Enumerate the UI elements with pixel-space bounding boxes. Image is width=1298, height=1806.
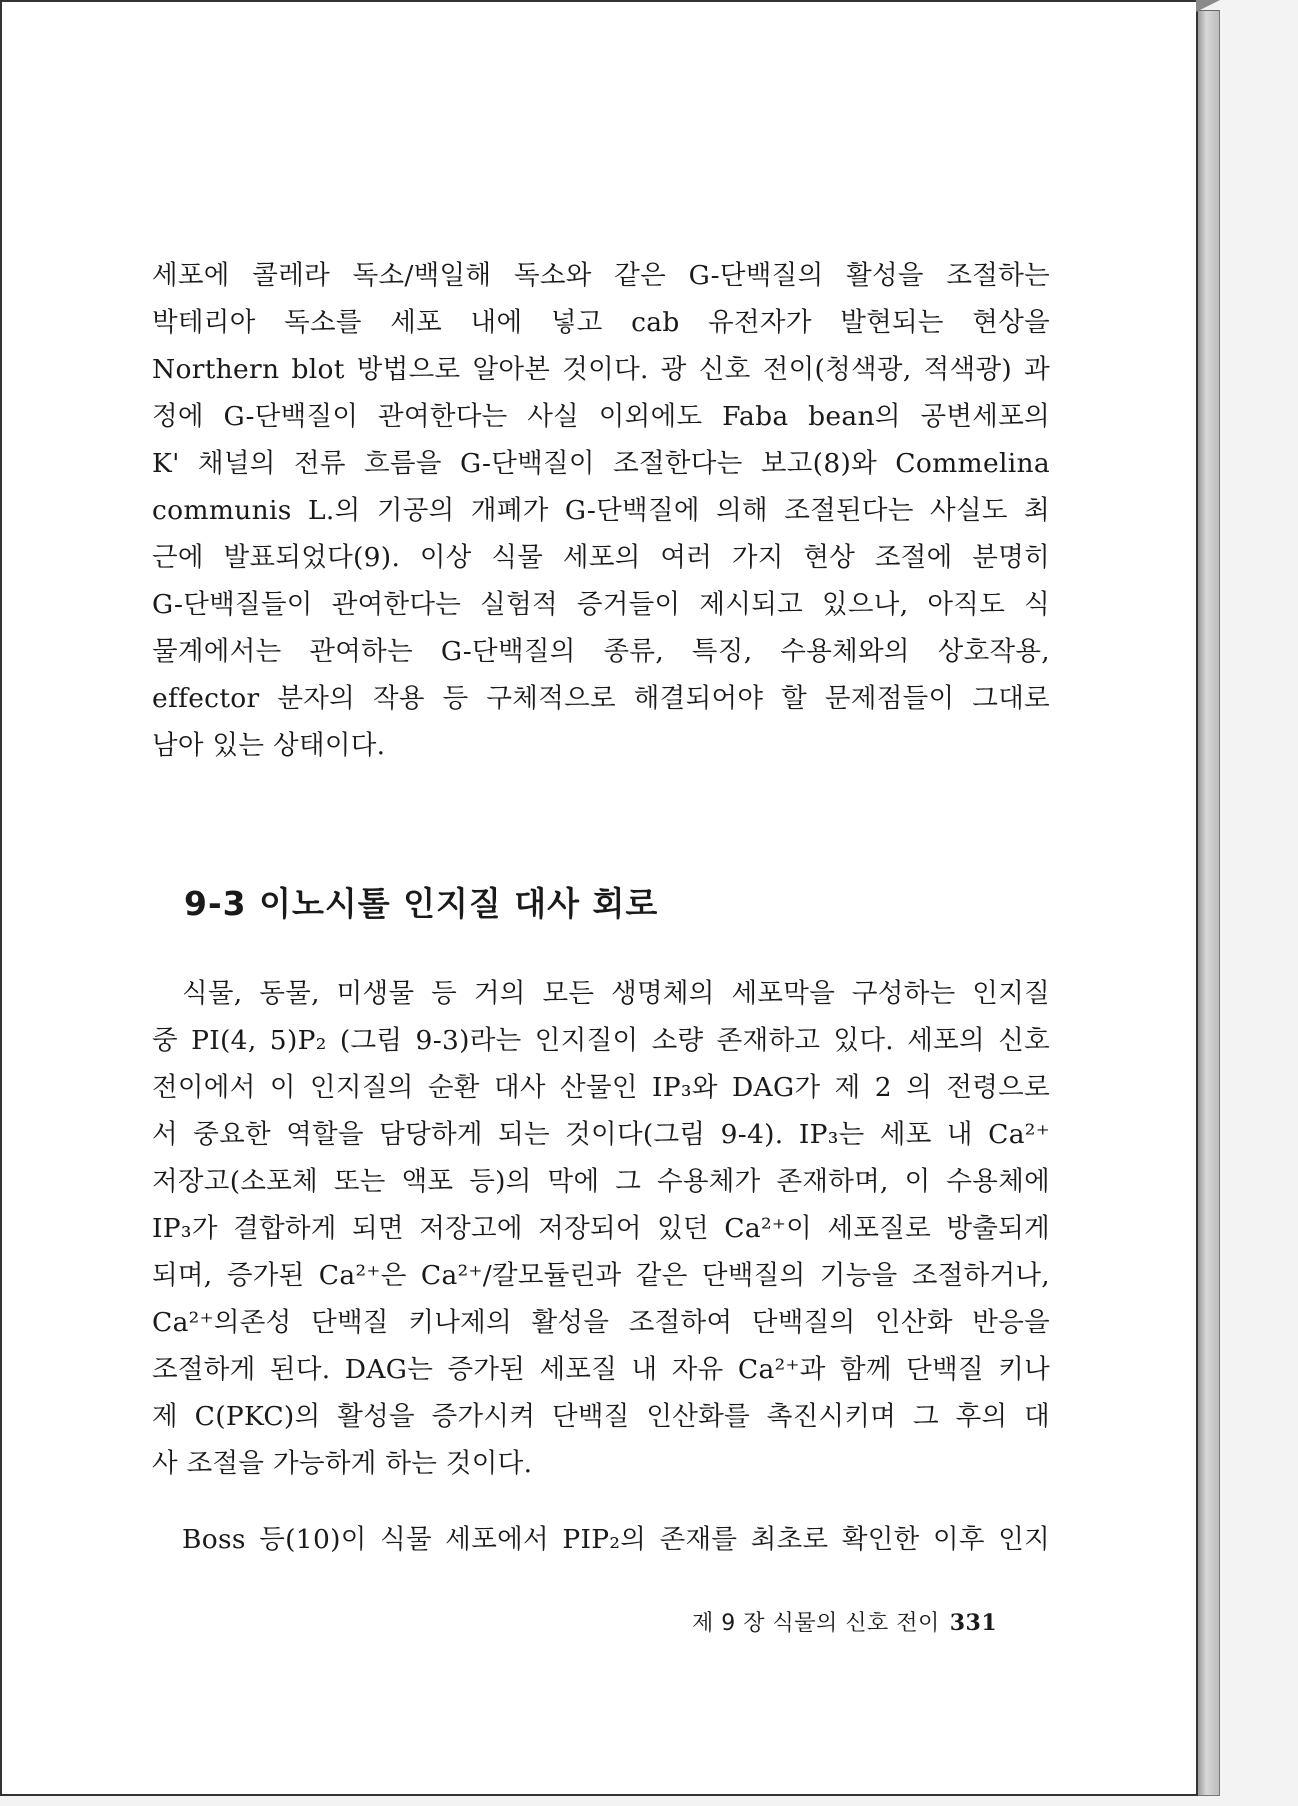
text-line: 근에 발표되었다(9). 이상 식물 세포의 여러 가지 현상 조절에 분명히 — [152, 542, 1050, 573]
page-stack-edge — [1198, 10, 1220, 1796]
text-line: Northern blot 방법으로 알아본 것이다. 광 신호 전이(청색광, 적색광) 과 — [152, 354, 1050, 385]
page-corner-fold — [1196, 0, 1220, 12]
text-line: 중 PI(4, 5)P₂ (그림 9-3)라는 인지질이 소량 존재하고 있다. 세포의 신호 — [152, 1025, 1050, 1056]
text-line: 저장고(소포체 또는 액포 등)의 막에 그 수용체가 존재하며, 이 수용체에 — [152, 1166, 1050, 1197]
text-line: 서 중요한 역할을 담당하게 되는 것이다(그림 9-4). IP₃는 세포 내 Ca²⁺ — [152, 1119, 1050, 1150]
text-line: 남아 있는 상태이다. — [152, 730, 386, 761]
paragraph-boss — [152, 1516, 1050, 1563]
text-line: effector 분자의 작용 등 구체적으로 해결되어야 할 문제점들이 그대로 — [152, 683, 1050, 714]
text-line: 되며, 증가된 Ca²⁺은 Ca²⁺/칼모듈린과 같은 단백질의 기능을 조절하거나, — [152, 1260, 1050, 1291]
paragraph-g-protein — [152, 252, 1050, 769]
text-line: 박테리아 독소를 세포 내에 넣고 cab 유전자가 발현되는 현상을 — [152, 307, 1050, 338]
paragraph-inositol — [152, 970, 1050, 1487]
text-line: K' 채널의 전류 흐름을 G-단백질이 조절한다는 보고(8)와 Commelina — [152, 448, 1050, 479]
text-line: Ca²⁺의존성 단백질 키나제의 활성을 조절하여 단백질의 인산화 반응을 — [152, 1307, 1050, 1338]
page-number: 331 — [949, 1610, 998, 1636]
text-line: communis L.의 기공의 개폐가 G-단백질에 의해 조절된다는 사실도 최 — [152, 495, 1050, 526]
page-footer — [692, 1606, 997, 1637]
text-line: 물계에서는 관여하는 G-단백질의 종류, 특징, 수용체와의 상호작용, — [152, 636, 1050, 667]
text-line: Boss 등(10)이 식물 세포에서 PIP₂의 존재를 최초로 확인한 이후 인지 — [182, 1524, 1050, 1555]
text-line: IP₃가 결합하게 되면 저장고에 저장되어 있던 Ca²⁺이 세포질로 방출되게 — [152, 1213, 1050, 1244]
text-line: 세포에 콜레라 독소/백일해 독소와 같은 G-단백질의 활성을 조절하는 — [152, 260, 1050, 291]
text-line: 조절하게 된다. DAG는 증가된 세포질 내 자유 Ca²⁺과 함께 단백질 키나 — [152, 1354, 1050, 1385]
text-line: 전이에서 이 인지질의 순환 대사 산물인 IP₃와 DAG가 제 2 의 전령으로 — [152, 1072, 1050, 1103]
text-line: 제 C(PKC)의 활성을 증가시켜 단백질 인산화를 촉진시키며 그 후의 대 — [152, 1401, 1050, 1432]
chapter-title: 제 9 장 식물의 신호 전이 — [692, 1611, 940, 1636]
text-line: 사 조절을 가능하게 하는 것이다. — [152, 1448, 533, 1479]
text-line: G-단백질들이 관여한다는 실험적 증거들이 제시되고 있으나, 아직도 식 — [152, 589, 1050, 620]
text-line: 정에 G-단백질이 관여한다는 사실 이외에도 Faba bean의 공변세포의 — [152, 401, 1050, 432]
section-heading: 9-3 이노시톨 인지질 대사 회로 — [184, 884, 659, 923]
text-line: 식물, 동물, 미생물 등 거의 모든 생명체의 세포막을 구성하는 인지질 — [182, 978, 1050, 1009]
